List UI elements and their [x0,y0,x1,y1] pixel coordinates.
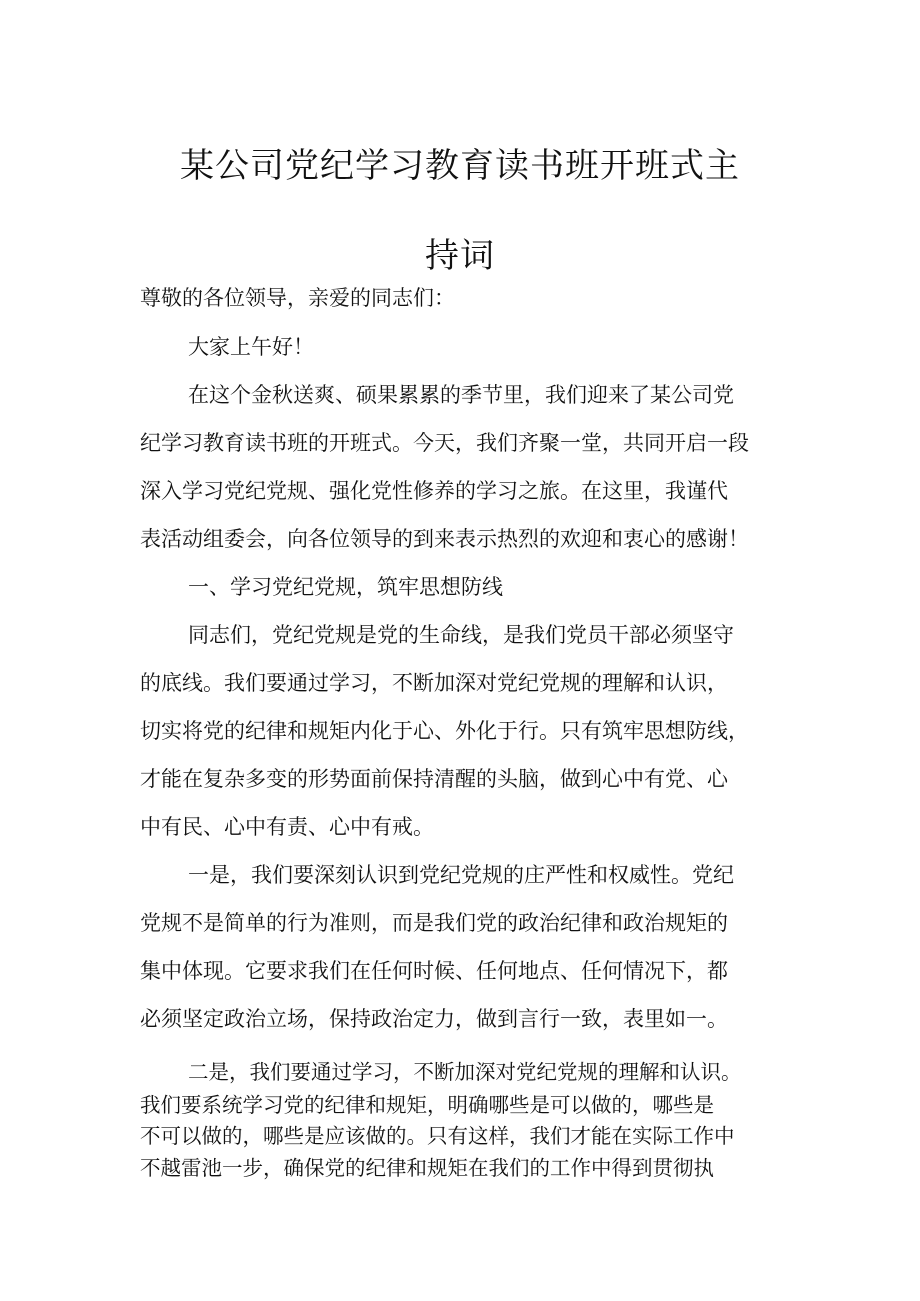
paragraph-line: 表活动组委会，向各位领导的到来表示热烈的欢迎和衷心的感谢！ [140,527,749,551]
paragraph-line: 必须坚定政治立场，保持政治定力，做到言行一致，表里如一。 [140,1007,728,1031]
paragraph-line: 中有民、心中有责、心中有戒。 [140,815,434,839]
paragraph-line: 我们要系统学习党的纪律和规矩，明确哪些是可以做的，哪些是 [140,1093,714,1117]
paragraph-line: 党规不是简单的行为准则，而是我们党的政治纪律和政治规矩的 [140,911,728,935]
salutation: 尊敬的各位领导，亲爱的同志们： [140,286,455,310]
paragraph-line: 深入学习党纪党规、强化党性修养的学习之旅。在这里，我谨代 [140,479,728,503]
paragraph-line: 切实将党的纪律和规矩内化于心、外化于行。只有筑牢思想防线， [140,719,749,743]
document-title-line-2: 持词 [425,236,495,276]
paragraph-line: 的底线。我们要通过学习，不断加深对党纪党规的理解和认识， [140,671,728,695]
paragraph-line: 在这个金秋送爽、硕果累累的季节里，我们迎来了某公司党 [188,383,734,407]
paragraph-line: 不越雷池一步，确保党的纪律和规矩在我们的工作中得到贯彻执 [140,1156,714,1180]
paragraph-line: 同志们，党纪党规是党的生命线，是我们党员干部必须坚守 [188,623,734,647]
paragraph-line: 纪学习教育读书班的开班式。今天，我们齐聚一堂，共同开启一段 [140,431,749,455]
paragraph-line: 二是，我们要通过学习，不断加深对党纪党规的理解和认识。 [188,1060,742,1084]
paragraph-line: 一是，我们要深刻认识到党纪党规的庄严性和权威性。党纪 [188,863,734,887]
document-title-line-1: 某公司党纪学习教育读书班开班式主 [180,146,740,186]
paragraph-line: 才能在复杂多变的形势面前保持清醒的头脑，做到心中有党、心 [140,767,728,791]
paragraph-line: 集中体现。它要求我们在任何时候、任何地点、任何情况下，都 [140,959,728,983]
paragraph-line: 不可以做的，哪些是应该做的。只有这样，我们才能在实际工作中 [140,1124,735,1148]
section-heading: 一、学习党纪党规，筑牢思想防线 [188,575,503,599]
greeting: 大家上午好！ [188,335,314,359]
